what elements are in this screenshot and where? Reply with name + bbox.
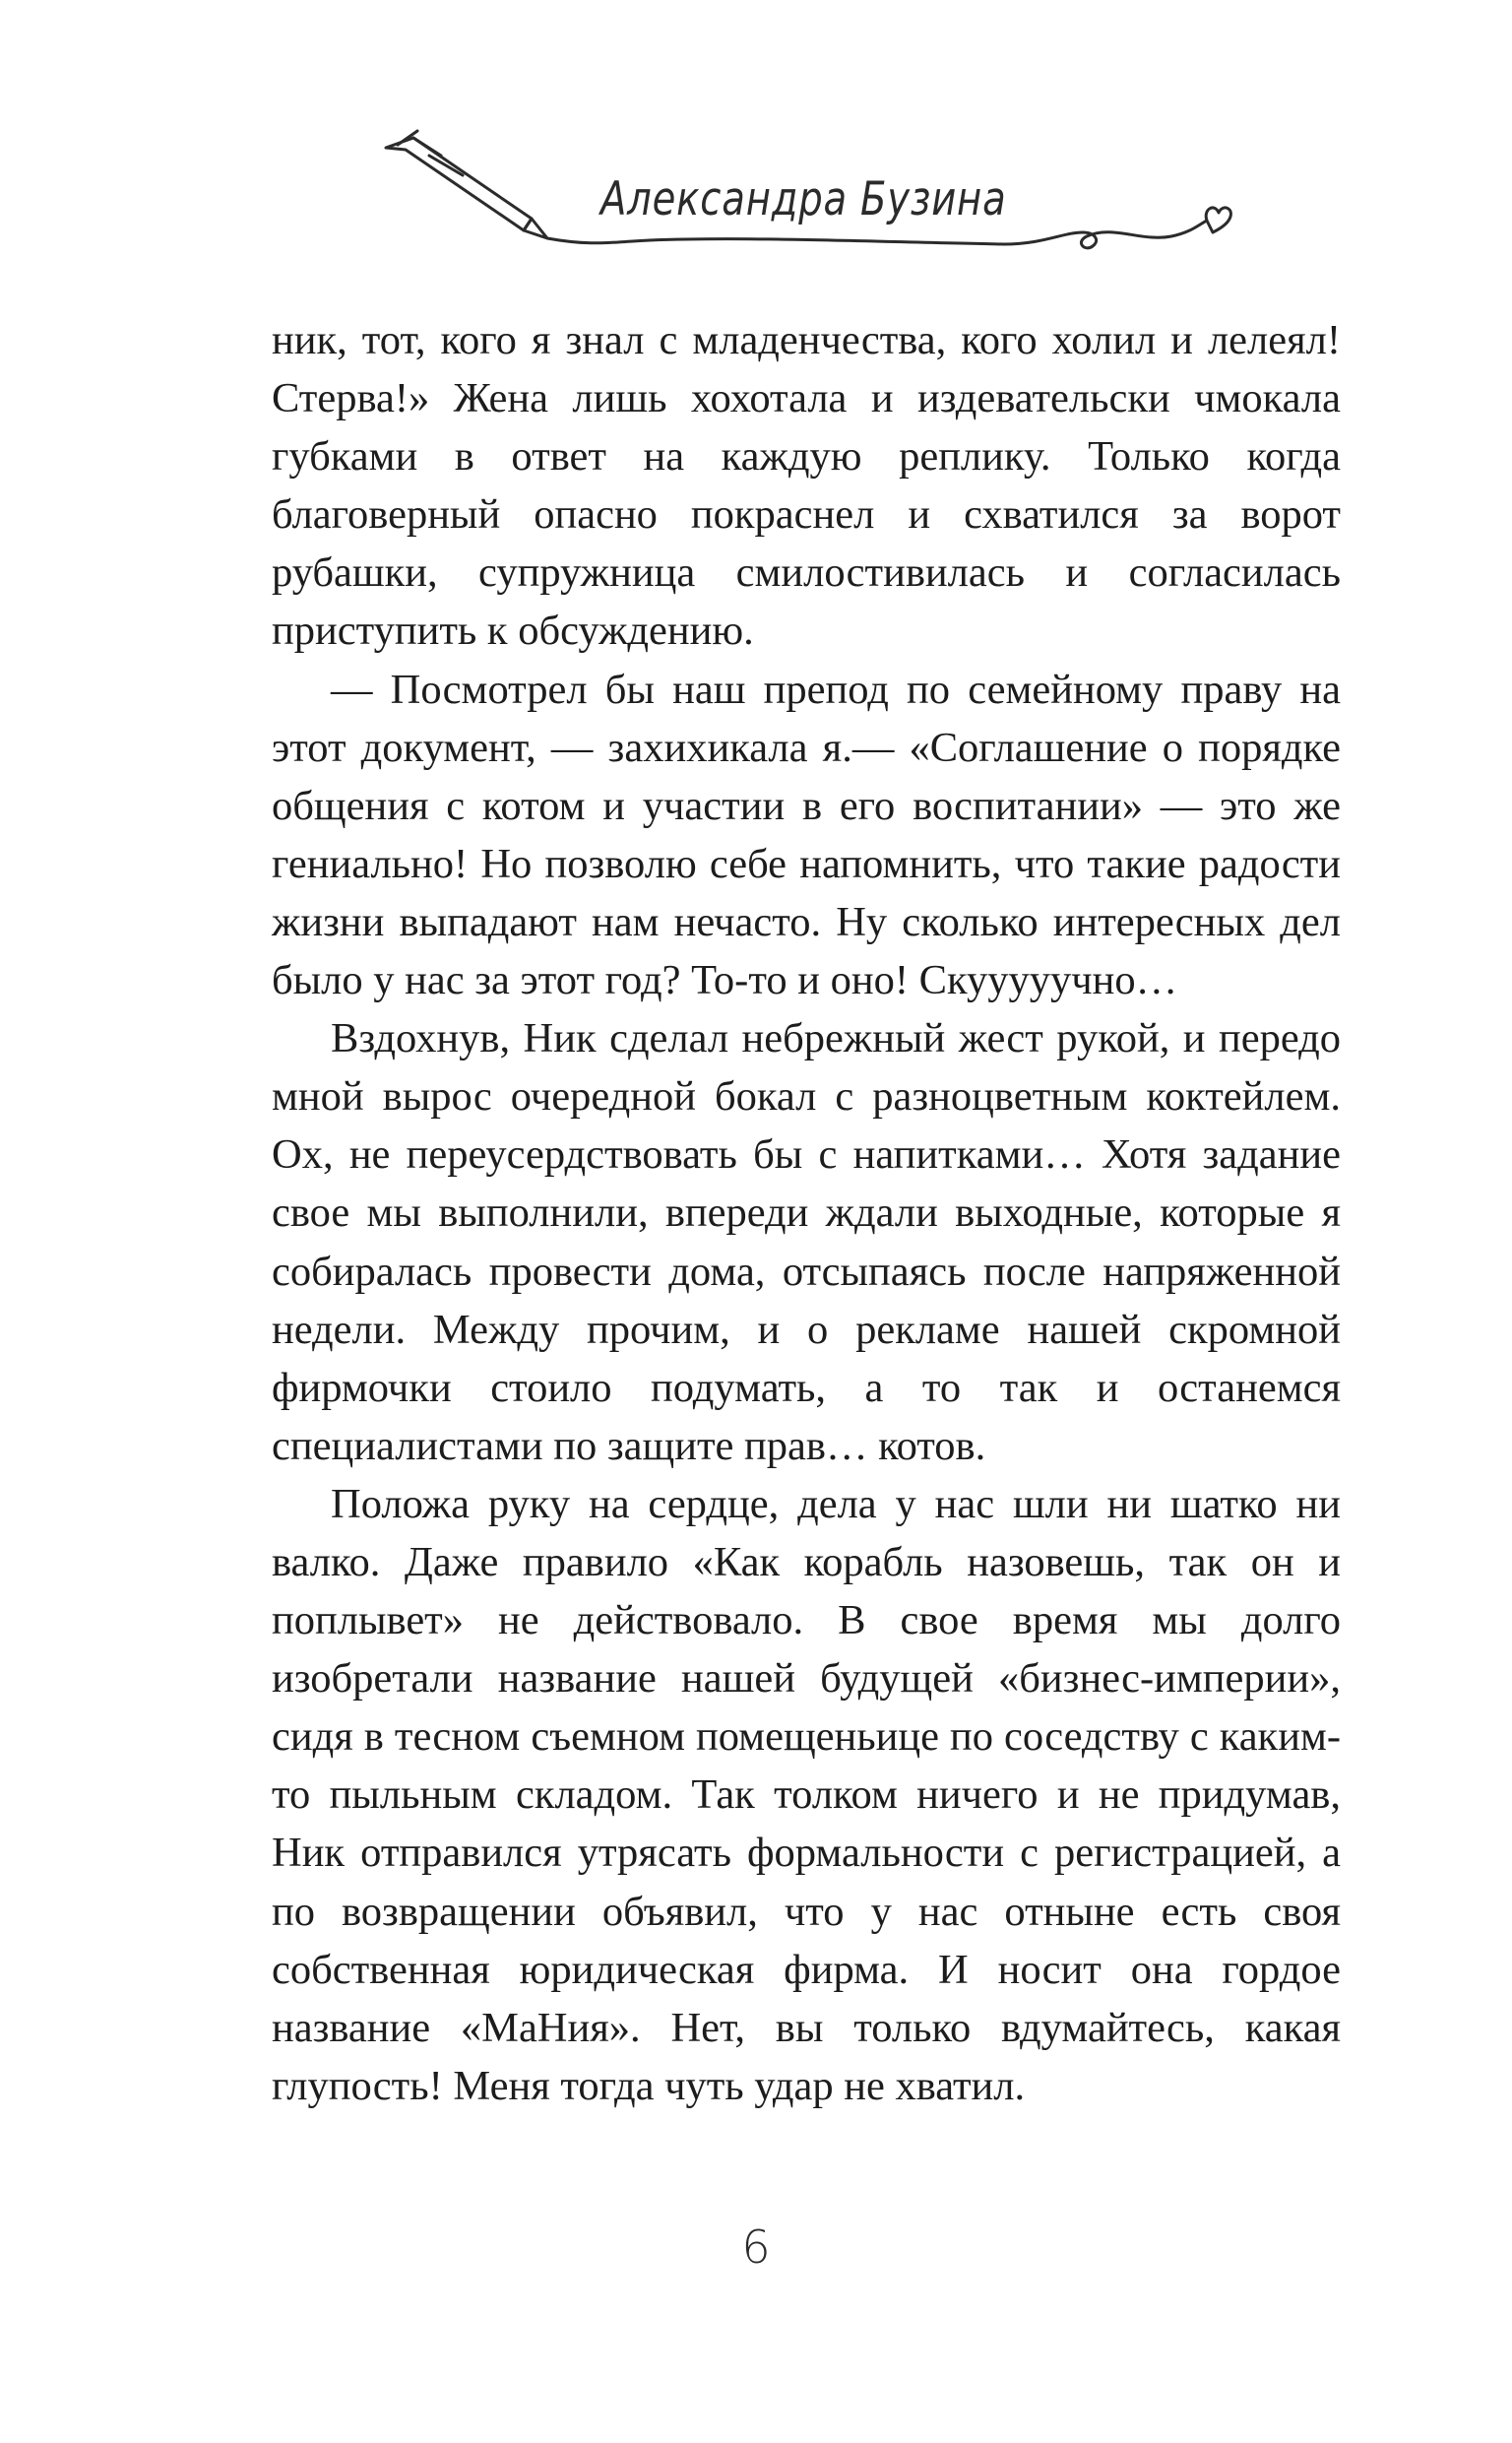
- pen-icon: [386, 131, 547, 238]
- author-name: Александра Бузина: [600, 172, 1007, 226]
- body-text: [272, 311, 1341, 2115]
- running-header: [0, 0, 1512, 286]
- header-ornament: [0, 0, 1512, 286]
- page-number: 6: [741, 2220, 771, 2274]
- paragraph: Положа руку на сердце, дела у нас шли ни шатко ни валко. Даже правило «Как корабль назовешь, так он и поплывет» не действовало. В свое время мы долго изобретали название нашей будущей «бизнес-империи», сидя в тесном съемном помещеньице по соседству с каким-то пыльным складом. Так толком ничего и не придумав, Ник отправился утрясать формальности с регистрацией, а по возвращении объявил, что у нас отныне есть своя собственная юридическая фирма. И носит она гордое название «МаНия». Нет, вы только вдумайтесь, какая глупость! Меня тогда чуть удар не хватил.: [272, 1480, 1341, 2109]
- paragraph: Вздохнув, Ник сделал небрежный жест рукой, и передо мной вырос очередной бокал с разноцветным коктейлем. Ох, не переусердствовать бы с напитками… Хотя задание свое мы выполнили, впереди ждали выходные, которые я собиралась провести дома, отсыпаясь после напряженной недели. Между прочим, и о рекламе нашей скромной фирмочки стоило подумать, а то так и останемся специалистами по защите прав… котов.: [272, 1015, 1341, 1469]
- paragraph: — Посмотрел бы наш препод по семейному праву на этот документ, — захихикала я.— «Соглашение о порядке общения с котом и участии в его воспитании» — это же гениально! Но позволю себе напомнить, что такие радости жизни выпадают нам нечасто. Ну сколько интересных дел было у нас за этот год? То-то и оно! Скууууучно…: [272, 666, 1341, 1004]
- heart-icon: [1206, 208, 1230, 232]
- paragraph: ник, тот, кого я знал с младенчества, кого холил и лелеял! Стерва!» Жена лишь хохотала и издевательски чмокала губками в ответ на каждую реплику. Только когда благоверный опасно покраснел и схватился за ворот рубашки, супружница смилостивилась и согласилась приступить к обсуждению.: [272, 317, 1341, 655]
